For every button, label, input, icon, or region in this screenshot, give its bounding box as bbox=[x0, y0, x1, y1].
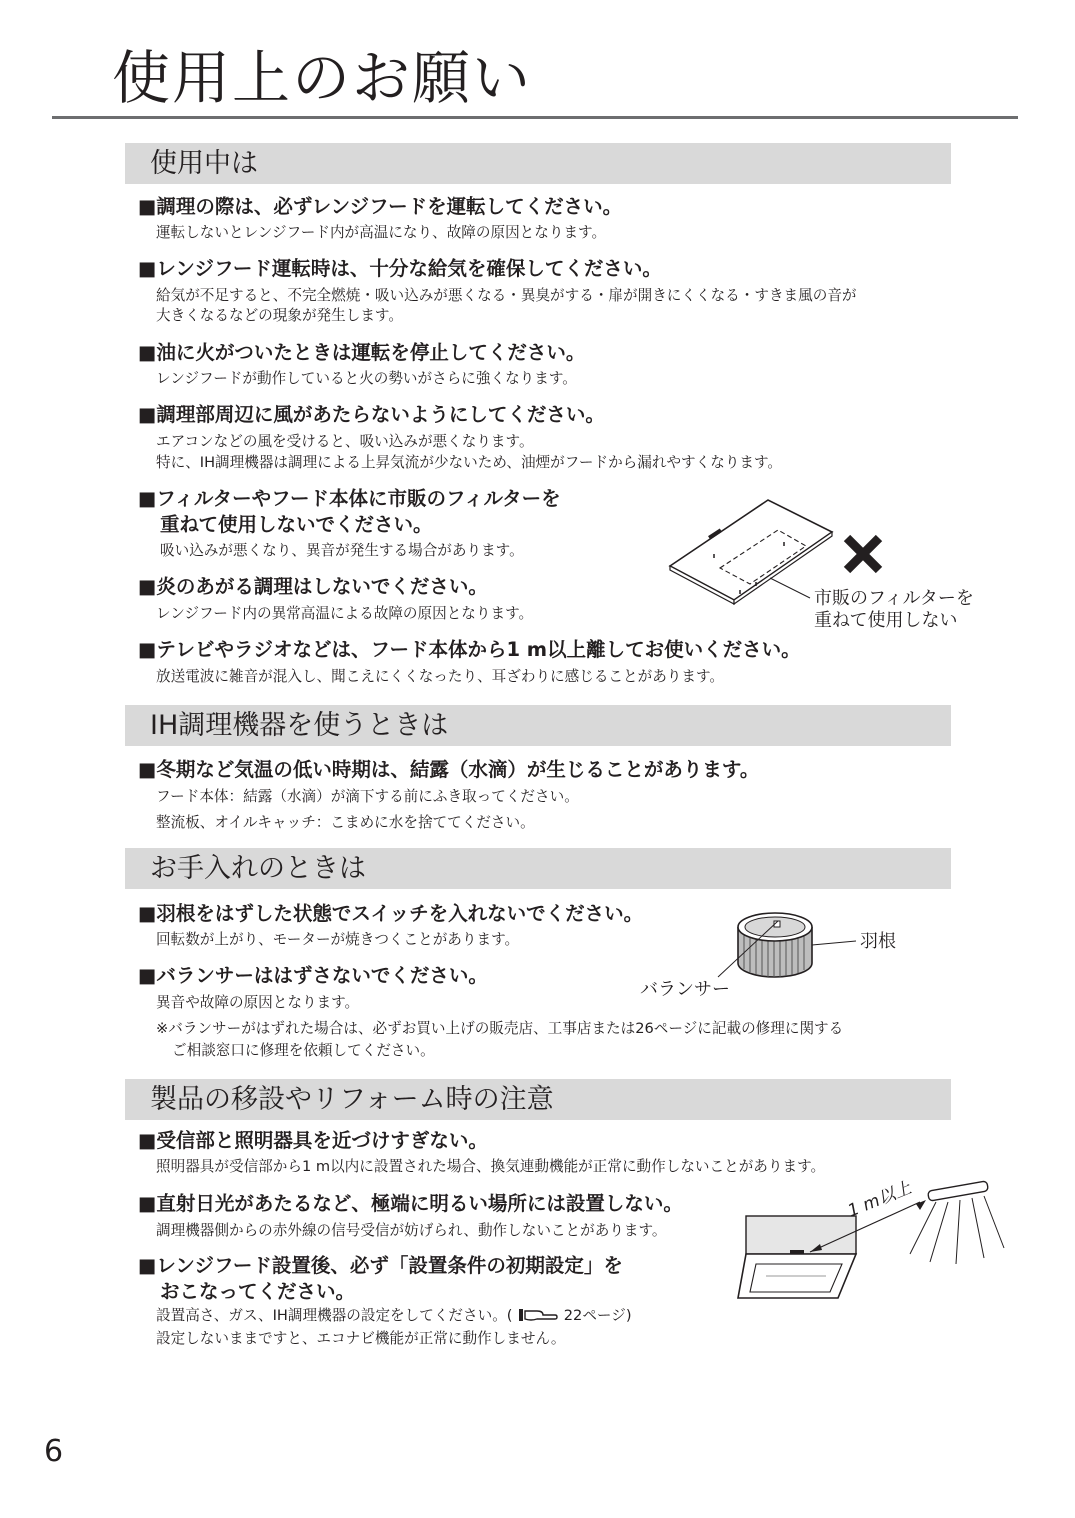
page-title: 使用上のお願い bbox=[112, 44, 533, 112]
item-body-oil-fire: レンジフードが動作していると火の勢いがさらに強くなります。 bbox=[156, 370, 577, 387]
item-body-initial-setup-line1 bbox=[156, 1305, 632, 1326]
item-body-wind-line2: 特に、IH調理機器は調理による上昇気流が少ないため、油煙がフードから漏れやすくなります。 bbox=[156, 454, 783, 471]
item-title-initial-setup-line2: おこなってください。 bbox=[160, 1280, 356, 1303]
filter-caption-line1: 市販のフィルターを bbox=[814, 588, 974, 609]
item-body-tv-radio: 放送電波に雑音が混入し、聞こえにくくなったり、耳ざわりに感じることがあります。 bbox=[156, 668, 724, 685]
item-title-wind: ■調理部周辺に風があたらないようにしてください。 bbox=[138, 403, 605, 426]
item-body-operate-when-cooking: 運転しないとレンジフード内が高温になり、故障の原因となります。 bbox=[156, 224, 607, 241]
fan-label: 羽根 bbox=[860, 931, 896, 952]
item-title-receiver-light: ■受信部と照明器具を近づけすぎない。 bbox=[138, 1129, 488, 1152]
item-body-sunlight: 調理機器側からの赤外線の信号受信が妨げられ、動作しないことがあります。 bbox=[156, 1222, 667, 1239]
item-body-flame: レンジフード内の異常高温による故障の原因となります。 bbox=[156, 605, 534, 622]
section-heading-in-use: 使用中は bbox=[150, 148, 258, 179]
page-number: 6 bbox=[44, 1434, 64, 1469]
item-title-initial-setup-line1: ■レンジフード設置後、必ず「設置条件の初期設定」を bbox=[138, 1254, 623, 1277]
section-heading-ih: IH調理機器を使うときは bbox=[150, 710, 449, 741]
section-heading-care: お手入れのときは bbox=[150, 853, 366, 884]
fan-leader-lines bbox=[700, 915, 860, 985]
distance-label: 1 m以上 bbox=[845, 1177, 915, 1222]
item-body-fan-removed: 回転数が上がり、モーターが焼きつくことがあります。 bbox=[156, 931, 520, 948]
item-title-condensation: ■冬期など気温の低い時期は、結露（水滴）が生じることがあります。 bbox=[138, 758, 760, 781]
pointing-hand-icon bbox=[517, 1307, 559, 1323]
item-body-condensation-line1: フード本体：結露（水滴）が滴下する前にふき取ってください。 bbox=[156, 788, 579, 805]
item-title-operate-when-cooking: ■調理の際は、必ずレンジフードを運転してください。 bbox=[138, 195, 623, 218]
item-body-receiver-light: 照明器具が受信部から1 m以内に設置された場合、換気連動機能が正常に動作しないことがあります。 bbox=[156, 1158, 826, 1175]
balancer-label: バランサー bbox=[640, 979, 730, 1000]
cross-mark-icon bbox=[842, 533, 884, 575]
filter-caption-line2: 重ねて使用しない bbox=[814, 610, 958, 631]
item-title-filter-line2: 重ねて使用しないでください。 bbox=[160, 513, 433, 536]
balancer-note-line1: ※バランサーがはずれた場合は、必ずお買い上げの販売店、工事店または26ページに記載の修理に関する bbox=[156, 1020, 844, 1037]
item-body-filter: 吸い込みが悪くなり、異音が発生する場合があります。 bbox=[160, 542, 524, 559]
item-body-balancer: 異音や故障の原因となります。 bbox=[156, 994, 360, 1011]
setup-text: 設置高さ、ガス、IH調理機器の設定をしてください。( bbox=[156, 1307, 513, 1324]
setup-page-reference[interactable]: 22ページ) bbox=[563, 1307, 632, 1324]
item-title-fan-removed: ■羽根をはずした状態でスイッチを入れないでください。 bbox=[138, 902, 644, 925]
item-body-initial-setup-line2: 設定しないままですと、エコナビ機能が正常に動作しません。 bbox=[156, 1330, 566, 1347]
title-divider bbox=[52, 116, 1018, 119]
section-heading-relocation: 製品の移設やリフォーム時の注意 bbox=[150, 1084, 554, 1115]
item-title-tv-radio: ■テレビやラジオなどは、フード本体から1 m以上離してお使いください。 bbox=[138, 638, 801, 661]
item-body-air-supply-line1: 給気が不足すると、不完全燃焼・吸い込みが悪くなる・異臭がする・扉が開きにくくなる・すきま風の音が bbox=[156, 287, 857, 304]
item-title-air-supply: ■レンジフード運転時は、十分な給気を確保してください。 bbox=[138, 257, 662, 280]
balancer-note-line2: ご相談窓口に修理を依頼してください。 bbox=[172, 1042, 435, 1059]
item-body-wind-line1: エアコンなどの風を受けると、吸い込みが悪くなります。 bbox=[156, 433, 534, 450]
item-title-balancer: ■バランサーははずさないでください。 bbox=[138, 964, 488, 987]
item-title-oil-fire: ■油に火がついたときは運転を停止してください。 bbox=[138, 341, 586, 364]
item-title-flame: ■炎のあがる調理はしないでください。 bbox=[138, 575, 488, 598]
item-body-condensation-line2: 整流板、オイルキャッチ：こまめに水を捨ててください。 bbox=[156, 814, 535, 831]
item-title-filter-line1: ■フィルターやフード本体に市販のフィルターを bbox=[138, 487, 561, 510]
item-body-air-supply-line2: 大きくなるなどの現象が発生します。 bbox=[156, 307, 403, 324]
item-title-sunlight: ■直射日光があたるなど、極端に明るい場所には設置しない。 bbox=[138, 1192, 683, 1215]
